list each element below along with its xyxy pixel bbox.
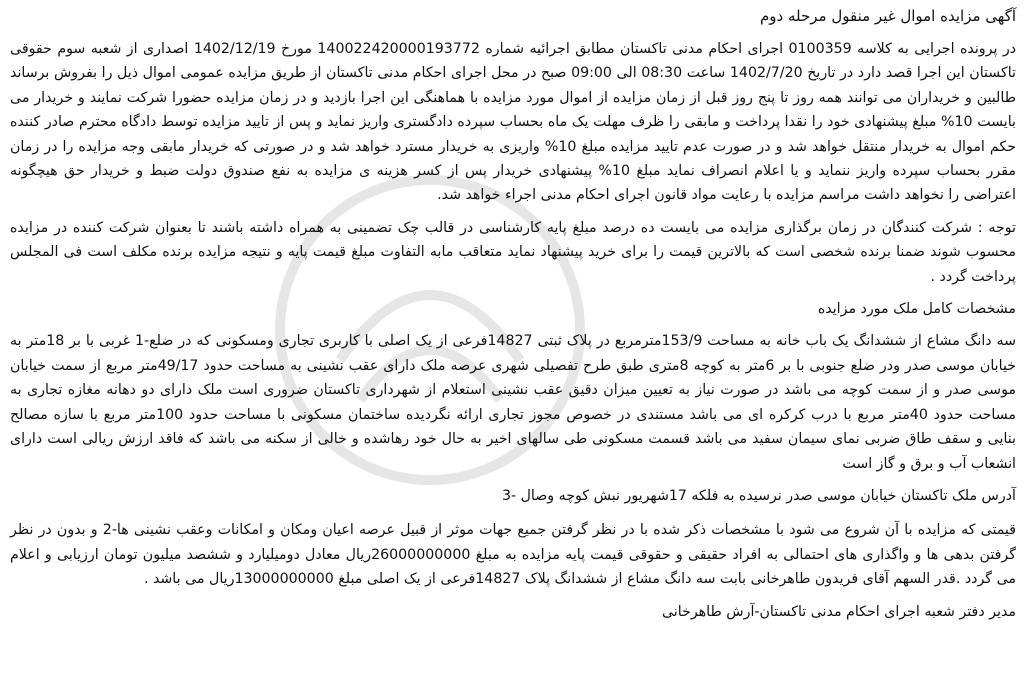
property-description-item-1: سه دانگ مشاع از ششدانگ یک باب خانه به مساحت 153/9مترمربع در پلاک ثبتی 14827فرعی از یک اصلی با کاربری تجاری ومسکونی که در ضلع-1 غربی با بر 18متر به خیابان موسی صدر ودر ضلع جنوبی با بر 6متر به کوچه 8متری طبق طرح تفصیلی شهری عرصه ملک دارای عقب نشینی به مساحت حدود 49/17متر مربع از سمت خیابان موسی صدر و از سمت کوچه می باشد در صورت نیاز به تعیین میزان دقیق عقب نشینی استعلام از شهرداری تاکستان ضروری است ملک دارای دو دهانه مغازه تجاری به مساحت حدود 40متر مربع با درب کرکره ای می باشد مستندی در خصوص مجوز تجاری ارائه نگردیده ساختمان مسکونی با مساحت حدود 100متر مربع با سازه مصالح بنایی و سقف طاق ضربی نمای سیمان سفید می باشد قسمت مسکونی طی سالهای اخیر به حال خود رهاشده و خالی از سکنه می باشد که فاقد ارزش ریالی است دارای انشعاب آب و برق و گاز است xyxy=(10,333,1017,472)
participants-note: توجه : شرکت کنندگان در زمان برگذاری مزایده می بایست ده درصد مبلغ پایه کارشناسی در قالب چک تضمینی به همراه داشته باشند تا بعنوان شرکت کننده در مزایده محسوب شوند ضمنا برنده شخصی است که بالاترین قیمت را برای خرید پیشنهاد نماید متعاقب مابه التفاوت مبلغ قیمت پایه و نتیجه مزایده برنده مکلف است فی المجلس پرداخت گردد . xyxy=(10,219,1016,285)
notice-title: آگهی مزایده اموال غیر منقول مرحله دوم xyxy=(760,7,1016,25)
base-price-item-2: قیمتی که مزایده با آن شروع می شود با مشخصات ذکر شده با در نظر گرفتن جمیع جهات موثر از قبیل عرصه اعیان ومکان و امکانات وعقب نشینی ها-2 و بدون در نظر گرفتن بدهی ها و واگذاری های احتمالی به افراد حقیقی و حقوقی قیمت پایه مزایده به مبلغ 26000000000ریال معادل دومیلیارد و ششصد میلیون تومان ارزیابی و اعلام می گردد .قدر السهم آقای فریدون طاهرخانی بابت سه دانگ مشاع از ششدانگ پلاک 14827فرعی از یک اصلی مبلغ 13000000000ریال می باشد . xyxy=(10,522,1016,588)
signature-line: مدیر دفتر شعبه اجرای احکام مدنی تاکستان-آرش طاهرخانی xyxy=(661,603,1016,620)
property-address: آدرس ملک تاکستان خیابان موسی صدر نرسیده به فلکه 17شهریور نبش کوچه وصال -3 xyxy=(501,487,1016,504)
auction-details-paragraph: در پرونده اجرایی به کلاسه 0100359 اجرای احکام مدنی تاکستان مطابق اجرائیه شماره 140022420000193772 مورخ 1402/12/19 اصداری از شعبه سوم حقوقی تاکستان این اجرا قصد دارد در تاریخ 1402/7/20 ساعت 08:30 الی 09:00 صبح در محل اجرای احکام مدنی تاکستان از طریق مزایده عمومی اموال ذیل را بفروش برساند طالبین و خریداران می توانند همه روز تا پنج روز قبل از زمان مزایده از اموال مورد مزایده با هماهنگی این اجرا بازدید و در زمان مزایده حضورا شرکت نمایند و خریدار می بایست 10% مبلغ پیشنهادی خود را نقدا پرداخت و مابقی را ظرف مهلت یک ماه بحساب سپرده دادگستری واریز نماید و پس از تایید مزایده توسط دادگاه محترم صادر کننده حکم اموال به خریدار منتقل خواهد شد و در صورت عدم تایید مزایده مبلغ 10% واریزی به خریدار مسترد خواهد شد و در صورتی که خریدار مابقی وجه مزایده را در زمان مقرر بحساب سپرده واریز ننماید و یا اعلام انصراف نماید مبلغ 10% پیشنهادی خریدار پس از کسر هزینه ی مزایده به نفع صندوق دولت ضبط و خریدار حق هیچگونه اعتراضی را نخواهد داشت مراسم مزایده با رعایت مواد قانون اجرای احکام مدنی اجراء خواهد شد. xyxy=(10,41,1017,204)
property-specs-heading: مشخصات کامل ملک مورد مزایده xyxy=(817,301,1016,318)
